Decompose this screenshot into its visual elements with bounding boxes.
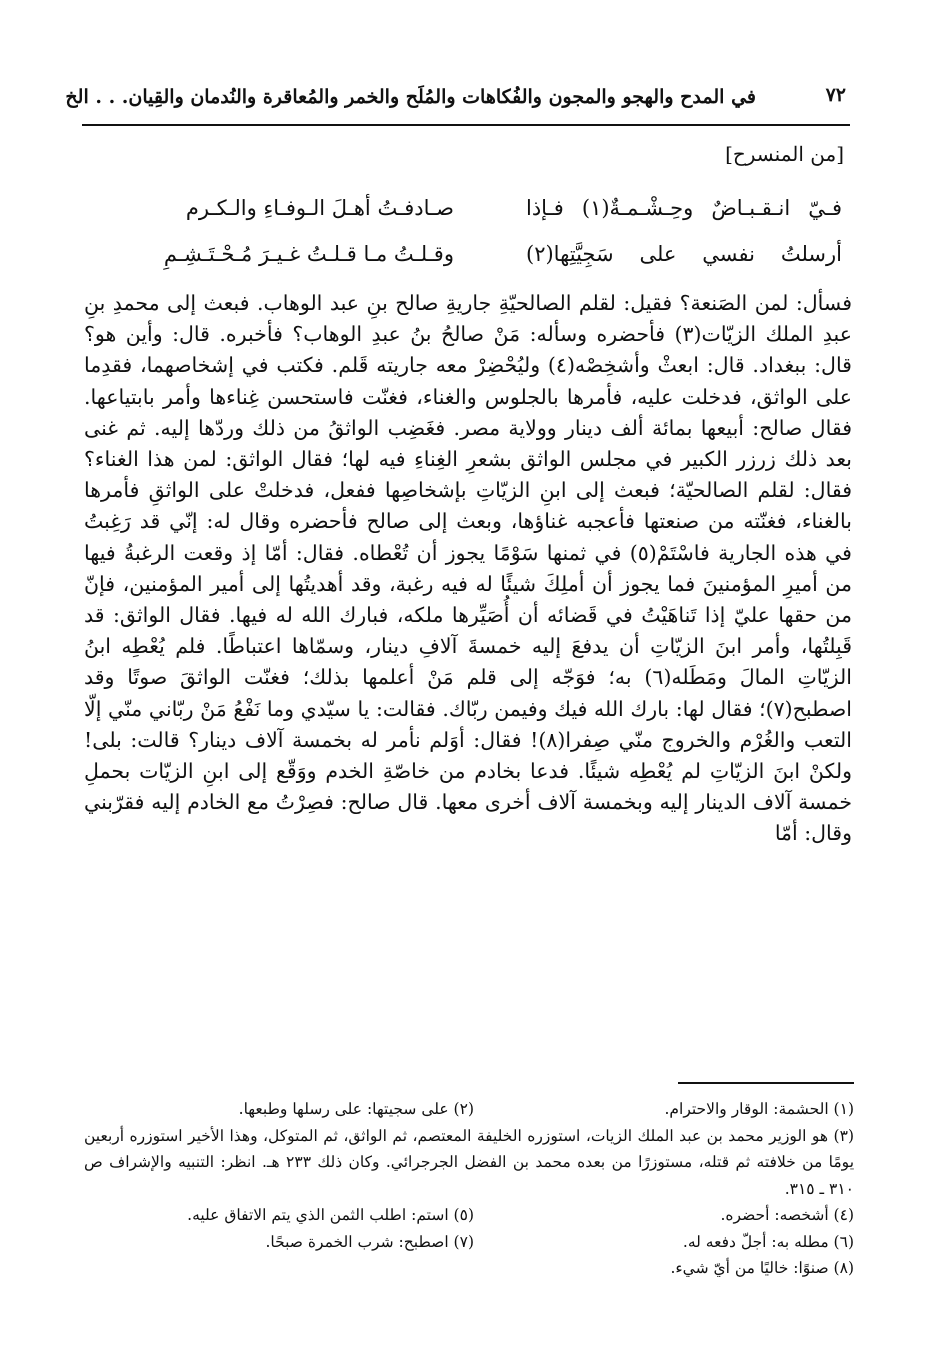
footnotes <box>84 1096 854 1282</box>
header-rule <box>82 124 850 126</box>
footnote-rule <box>678 1082 854 1084</box>
page-header <box>65 84 846 122</box>
footnote-row <box>84 1096 854 1123</box>
footnote-row <box>84 1255 854 1282</box>
footnote-7: (٧) اصطبح: شرب الخمرة صبحًا. <box>265 1232 474 1251</box>
verse-hemistich-second: وقـلـتُ مـا قـلـتُ غـيـرَ مُـحْـتَـشِـمِ <box>163 242 454 266</box>
footnote-row <box>84 1229 854 1256</box>
verse-hemistich-second: صـادفـتُ أهـلَ الـوفـاءِ والـكـرم <box>185 196 454 220</box>
footnote-5: (٥) استم: اطلب الثمن الذي يتم الاتفاق عليه. <box>187 1206 474 1224</box>
footnote-3: (٣) هو الوزير محمد بن عبد الملك الزيات، استوزره الخليفة المعتصم، ثم الواثق، ثم المتوكل، وهذا الأخير استوزره أربعين يومًا من خلافته ثم قتله، مستوزرًا من بعده محمد بن الفضل الجرجرائي. وكان ذلك ٢٣٣ هـ. انظر: التنبيه والإشراف ص ٣١٠ ـ ٣١٥. <box>84 1126 855 1198</box>
footnote-4: (٤) أشخصه: أحضره. <box>720 1206 854 1224</box>
footnote-6: (٦) مطله به: أجلّ دفعه له. <box>682 1232 854 1251</box>
footnote-row <box>84 1202 854 1229</box>
poem-meter: [من المنسرح] <box>725 142 844 166</box>
running-title: في المدح والهجو والمجون والفُكاهات والمُلَح والخمر والمُعاقرة والنُدمان والقِيان. . . الخ <box>65 86 756 108</box>
poem-verse <box>0 242 938 286</box>
footnote-8: (٨) صنوًا: خاليًا من أيّ شيء. <box>670 1259 854 1277</box>
verse-hemistich-first: فـيّ انـقـبـاضٌ وحِـشْـمـةٌ(١) فـإذا <box>526 196 842 220</box>
page-number: ٧٢ <box>825 84 846 106</box>
footnote-2: (٢) على سجيتها: على رسلها وطبعها. <box>238 1100 474 1118</box>
poem-verse <box>0 196 938 240</box>
footnote-1: (١) الحشمة: الوقار والاحترام. <box>664 1100 854 1118</box>
body-text <box>84 288 852 850</box>
body-paragraph: فسأل: لمن الصَنعة؟ فقيل: لقلم الصالحيّةِ جاريةِ صالح بنِ عبد الوهاب. فبعث إلى محمدِ بنِ عبدِ الملك الزيّات(٣) فأحضره وسأله: مَنْ صالحُ بنُ عبدِ الوهاب؟ فأخبره. قال: وأين هو؟ قال: ببغداد. قال: ابعثْ وأشخِصْه(٤) وليُحْضِرْ معه جاريته قَلم. فكتب في إشخاصهما، فقدِما على الواثق، فدخلت عليه، فأمرها بالجلوس والغناء، فغنّت فاستحسن غِناءها وأمر بابتياعها. فقال صالح: أبيعها بمائة ألف دينار وولاية مصر. فغَضِب الواثقُ من ذلك وردّها إليه. ثم غنى بعد ذلك زرزر الكبير في مجلس الواثق بشعرِ الغِناءِ فيه لها؛ فقال الواثق: لمن هذا الغناء؟ فقال: لقلم الصالحيّة؛ فبعث إلى ابنِ الزيّاتِ بإشخاصِها ففعل، فدخلتْ على الواثقِ فأمرها بالغناء، فغنّته من صنعتها فأعجبه غناؤها، وبعث إلى صالح فأحضره وقال له: إنّي قد رَغِبتُ في هذه الجارية فاسْتَمْ(٥) في ثمنها سَوْمًا يجوز أن تُعْطاه. فقال: أمّا إذ وقعت الرغبةُ فيها من أميرِ المؤمنينَ فما يجوز أن أملِكَ شيئًا له فيه رغبة، وقد أهديتُها إلى أمير المؤمنين، فإنّ من حقها عليّ إذا تَناهَيْتُ في قَضائه أن أُصَيِّرها ملكه، فبارك الله له فيها. فقال الواثق: قد قَبِلتُها، وأمر ابنَ الزيّاتِ أن يدفعَ إليه خمسةَ آلافِ دينار، وسمّاها اعتباطًا. فلم يُعْطِه ابنُ الزيّاتِ المالَ ومَطَله(٦) به؛ فوَجّه إلى قلم مَنْ أعلمها بذلك؛ فغنّت الواثقَ صوتًا وقد اصطبح(٧)؛ فقال لها: بارك الله فيك وفيمن ربّاك. فقالت: يا سيّدي وما نَفْعُ مَنْ ربّاني منّي إلّا التعب والغُرْم والخروج منّي صِفرا(٨)! فقال: أوَلم نأمر له بخمسة آلاف دينار؟ قالت: بلى! ولكنْ ابنَ الزيّاتِ لم يُعْطِه شيئًا. فدعا بخادم من خاصّةِ الخدم ووَقّع إلى ابنِ الزيّات بحملِ خمسة آلاف الدينار إليه وبخمسة آلاف أخرى معها. قال صالح: فصِرْتُ مع الخادم إليه فقرّبني وقال: أمّا <box>84 291 853 846</box>
verse-hemistich-first: أرسلتُ نفسي على سَجِيَّتِها(٢) <box>526 242 842 266</box>
